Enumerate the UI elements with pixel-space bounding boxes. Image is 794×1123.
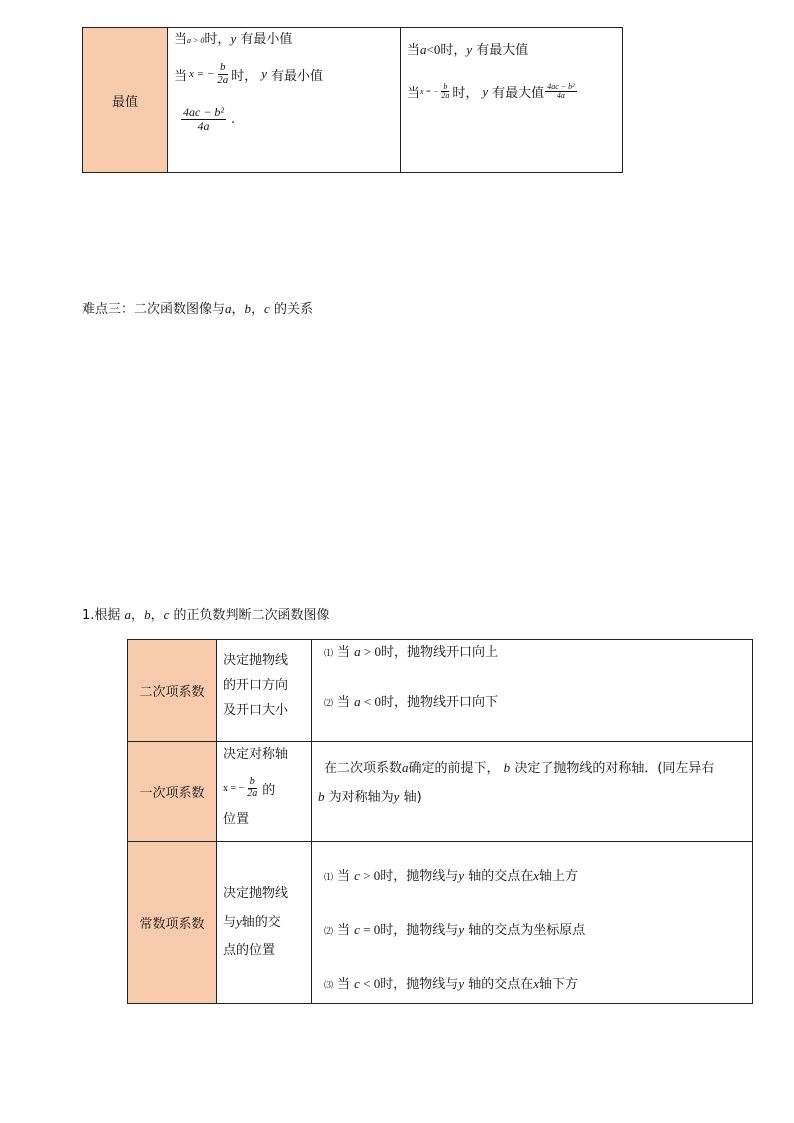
extremum-table: [82, 27, 623, 173]
content-constant: [312, 842, 753, 1004]
list-item: ⑵ 当 c = 0时，抛物线与y 轴的交点为坐标原点: [324, 922, 586, 938]
min-line-2: 当 x = − $\frac{b}{2a}$ 时， y 有最小值: [174, 60, 324, 86]
section-heading-difficulty-3: 难点三：二次函数图像与a，b，c 的关系: [82, 301, 313, 317]
desc-linear: 决定对称轴 x = − $\frac{b}{2a}$ 的 位置: [217, 742, 312, 842]
table-row-quadratic: [128, 640, 753, 742]
coefficient-table: [127, 639, 753, 1004]
linear-line-2: b 为对称轴为y 轴): [318, 789, 422, 805]
desc-quadratic: 决定抛物线 的开口方向 及开口大小: [217, 640, 312, 742]
min-value-cell: [168, 28, 401, 173]
fraction-neg-b-over-2a: $\frac{b}{2a}$: [217, 60, 229, 86]
min-line-3: $\frac{\text{4ac − b²}}{4a}$ .: [183, 104, 236, 133]
row-header-extremum: [83, 28, 168, 173]
list-item: ⑴ 当 a > 0时，抛物线开口向上: [324, 644, 499, 660]
fraction-vertex-value: $\frac{\text{4ac − b²}}{4a}$: [183, 104, 225, 133]
content-quadratic: [312, 640, 753, 742]
list-item: ⑴ 当 c > 0时，抛物线与y 轴的交点在x轴上方: [324, 868, 579, 884]
desc-constant: 决定抛物线 与y轴的交 点的位置: [217, 842, 312, 1004]
row-header-constant: 常数项系数: [128, 842, 217, 1004]
row-header-quadratic: 二次项系数: [128, 640, 217, 742]
fraction-neg-b-over-2a-small: $\frac{b}{2a}$: [441, 81, 450, 100]
list-item: ⑶ 当 c < 0时，抛物线与y 轴的交点在x轴下方: [324, 976, 579, 992]
fraction-max-value-small: $\frac{\text{4ac − b²}}{4a}$: [547, 81, 575, 100]
min-line-1: 当a > 0时，y 有最小值: [174, 31, 293, 47]
row-header-label: 最值: [111, 94, 138, 110]
max-value-cell: [401, 28, 623, 173]
subsection-heading-1: 1.根据 a，b，c 的正负数判断二次函数图像: [82, 607, 330, 623]
list-item: ⑵ 当 a < 0时，抛物线开口向下: [324, 694, 499, 710]
row-header-linear: 一次项系数: [128, 742, 217, 842]
table-row-constant: [128, 842, 753, 1004]
linear-line-1: 在二次项系数a确定的前提下， b 决定了抛物线的对称轴．(同左异右: [324, 760, 715, 776]
table-row-linear: [128, 742, 753, 842]
content-linear: [312, 742, 753, 842]
fraction-axis-of-symmetry: $\frac{b}{2a}$: [247, 776, 258, 799]
max-line-1: 当a<0时，y 有最大值: [407, 42, 529, 58]
max-line-2: 当 x = − $\frac{b}{2a}$ 时， y 有最大值 $\frac{\text{4ac − b²}}{4a}$: [407, 81, 575, 101]
